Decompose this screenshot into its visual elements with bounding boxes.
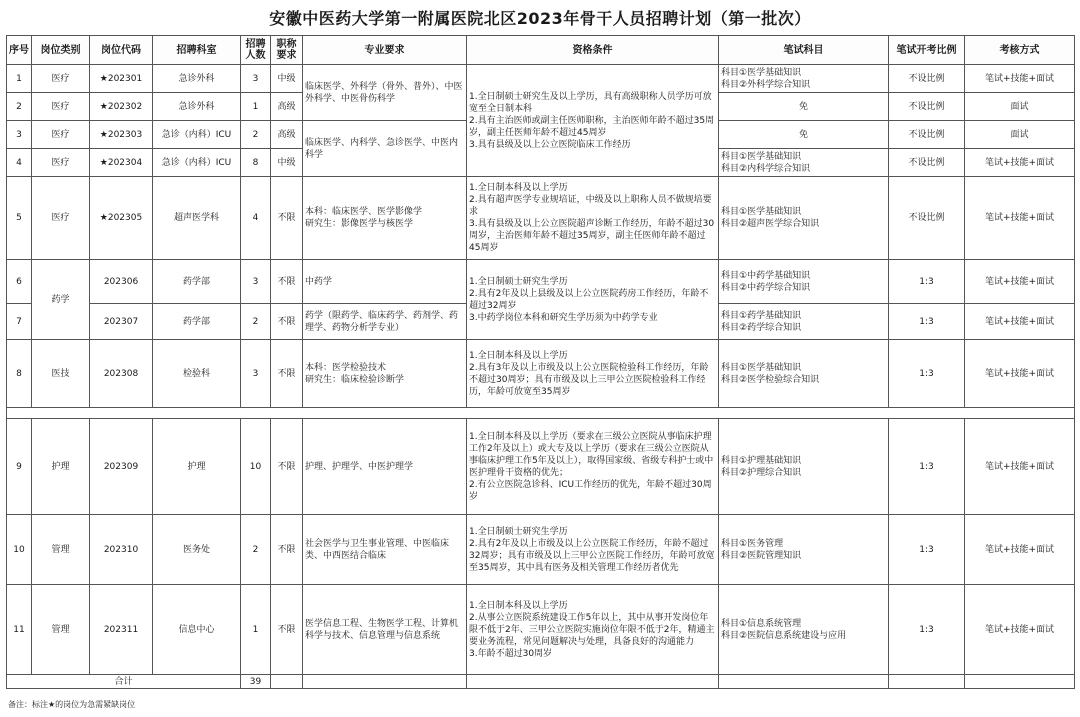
cell-title-req: 中级 — [271, 149, 303, 177]
cell-title-req: 不限 — [271, 515, 303, 585]
cell-title-req: 中级 — [271, 65, 303, 93]
table-row — [7, 419, 1075, 515]
cell-seq: 9 — [7, 419, 32, 515]
cell-major: 药学（限药学、临床药学、药剂学、药理学、药物分析学专业） — [303, 304, 467, 340]
header-category: 岗位类别 — [32, 36, 90, 65]
cell-category: 医疗 — [32, 121, 90, 149]
cell-ratio: 1:3 — [889, 585, 965, 675]
cell-exam: 科目①中药学基础知识 科目②中药学综合知识 — [719, 260, 889, 304]
cell-dept: 超声医学科 — [153, 177, 241, 260]
cell-qual: 1.全日制本科及以上学历（要求在三级公立医院从事临床护理工作2年及以上）或大专及以上学历（要求在三级公立医院从事临床护理工作5年及以上），取得国家级、省级专科护士或中医护理骨干资格的优先； 2.有公立医院急诊科、ICU工作经历的优先，年龄不超过30周岁 — [467, 419, 719, 515]
table-row — [7, 340, 1075, 408]
cell-major: 本科：临床医学、医学影像学 研究生：影像医学与核医学 — [303, 177, 467, 260]
cell-major: 社会医学与卫生事业管理、中医临床类、中西医结合临床 — [303, 515, 467, 585]
table-spacer-row — [7, 408, 1075, 419]
footnote: 备注：标注★的岗位为急需紧缺岗位 — [8, 700, 136, 709]
cell-exam: 科目①医学基础知识 科目②超声医学综合知识 — [719, 177, 889, 260]
cell-count: 2 — [241, 304, 271, 340]
cell-major: 中药学 — [303, 260, 467, 304]
cell-exam: 科目①医学基础知识 科目②外科学综合知识 — [719, 65, 889, 93]
cell-code: 202308 — [90, 340, 153, 408]
cell-qual: 1.全日制硕士研究生学历 2.具有2年及以上县级及以上公立医院药房工作经历，年龄不超过32周岁 3.中药学岗位本科和研究生学历须为中药学专业 — [467, 260, 719, 340]
cell-code: 202310 — [90, 515, 153, 585]
cell-assess: 笔试+技能+面试 — [965, 515, 1075, 585]
cell-category: 医疗 — [32, 93, 90, 121]
cell-assess: 笔试+技能+面试 — [965, 304, 1075, 340]
cell-count: 3 — [241, 65, 271, 93]
cell-dept: 急诊（内科）ICU — [153, 149, 241, 177]
cell-qual: 1.全日制硕士研究生学历 2.具有2年及以上市级及以上公立医院工作经历，年龄不超过32周岁；具有市级及以上三甲公立医院工作经历，年龄可放宽至35周岁，其中具有医务及相关管理工作经历者优先 — [467, 515, 719, 585]
cell-title-req: 高级 — [271, 121, 303, 149]
cell-major: 临床医学、外科学（骨外、普外）、中医外科学、中医骨伤科学 — [303, 65, 467, 121]
cell-seq: 11 — [7, 585, 32, 675]
cell-dept: 护理 — [153, 419, 241, 515]
cell-assess: 笔试+技能+面试 — [965, 419, 1075, 515]
cell-code: 202311 — [90, 585, 153, 675]
cell-exam: 科目①医务管理 科目②医院管理知识 — [719, 515, 889, 585]
header-count: 招聘人数 — [241, 36, 271, 65]
cell-dept: 药学部 — [153, 304, 241, 340]
cell-category: 医疗 — [32, 177, 90, 260]
cell-count: 2 — [241, 121, 271, 149]
cell-dept: 信息中心 — [153, 585, 241, 675]
table-row — [7, 515, 1075, 585]
header-seq: 序号 — [7, 36, 32, 65]
cell-major: 医学信息工程、生物医学工程、计算机科学与技术、信息管理与信息系统 — [303, 585, 467, 675]
table-header-row — [7, 36, 1075, 65]
cell-code: ★202303 — [90, 121, 153, 149]
cell-dept: 药学部 — [153, 260, 241, 304]
cell-seq: 3 — [7, 121, 32, 149]
recruitment-table — [6, 35, 1075, 689]
cell-qual: 1.全日制本科及以上学历 2.具有超声医学专业规培证，中级及以上职称人员不做规培要求 3.具有县级及以上公立医院超声诊断工作经历，年龄不超过30周岁，主治医师年龄不超过35周岁，副主任医师年龄不超过45周岁 — [467, 177, 719, 260]
cell-assess: 笔试+技能+面试 — [965, 149, 1075, 177]
cell-category: 管理 — [32, 585, 90, 675]
header-exam: 笔试科目 — [719, 36, 889, 65]
cell-seq: 6 — [7, 260, 32, 304]
cell-major: 临床医学、内科学、急诊医学、中医内科学 — [303, 121, 467, 177]
cell-count: 2 — [241, 515, 271, 585]
cell-assess: 笔试+技能+面试 — [965, 340, 1075, 408]
cell-title-req: 不限 — [271, 340, 303, 408]
cell-exam: 科目①医学基础知识 科目②医学检验综合知识 — [719, 340, 889, 408]
cell-ratio: 1:3 — [889, 304, 965, 340]
cell-dept: 急诊外科 — [153, 65, 241, 93]
cell-title-req: 不限 — [271, 177, 303, 260]
total-label: 合计 — [7, 675, 241, 689]
cell-code: ★202304 — [90, 149, 153, 177]
table-row — [7, 65, 1075, 93]
cell-seq: 1 — [7, 65, 32, 93]
total-empty-cell — [271, 675, 303, 689]
header-ratio: 笔试开考比例 — [889, 36, 965, 65]
cell-assess: 笔试+技能+面试 — [965, 177, 1075, 260]
cell-ratio: 不设比例 — [889, 149, 965, 177]
cell-dept: 医务处 — [153, 515, 241, 585]
header-qual: 资格条件 — [467, 36, 719, 65]
cell-code: 202309 — [90, 419, 153, 515]
cell-ratio: 不设比例 — [889, 121, 965, 149]
cell-category: 医疗 — [32, 65, 90, 93]
cell-exam: 科目①医学基础知识 科目②内科学综合知识 — [719, 149, 889, 177]
header-code: 岗位代码 — [90, 36, 153, 65]
total-empty-cell — [303, 675, 467, 689]
cell-count: 3 — [241, 260, 271, 304]
cell-exam: 免 — [719, 93, 889, 121]
cell-seq: 7 — [7, 304, 32, 340]
cell-major: 本科：医学检验技术 研究生：临床检验诊断学 — [303, 340, 467, 408]
header-major: 专业要求 — [303, 36, 467, 65]
cell-exam: 科目①药学基础知识 科目②药学综合知识 — [719, 304, 889, 340]
cell-ratio: 1:3 — [889, 419, 965, 515]
header-title-req: 职称要求 — [271, 36, 303, 65]
cell-seq: 8 — [7, 340, 32, 408]
header-dept: 招聘科室 — [153, 36, 241, 65]
cell-seq: 10 — [7, 515, 32, 585]
cell-code: 202306 — [90, 260, 153, 304]
cell-title-req: 不限 — [271, 304, 303, 340]
cell-code: 202307 — [90, 304, 153, 340]
header-assess: 考核方式 — [965, 36, 1075, 65]
table-row — [7, 585, 1075, 675]
table-total-row — [7, 675, 1075, 689]
cell-dept: 急诊（内科）ICU — [153, 121, 241, 149]
total-empty-cell — [719, 675, 889, 689]
cell-exam: 科目①护理基础知识 科目②护理综合知识 — [719, 419, 889, 515]
cell-category: 医疗 — [32, 149, 90, 177]
cell-ratio: 不设比例 — [889, 93, 965, 121]
cell-ratio: 不设比例 — [889, 177, 965, 260]
total-empty-cell — [889, 675, 965, 689]
cell-code: ★202301 — [90, 65, 153, 93]
cell-assess: 笔试+技能+面试 — [965, 65, 1075, 93]
cell-title-req: 不限 — [271, 419, 303, 515]
cell-dept: 急诊外科 — [153, 93, 241, 121]
cell-assess: 笔试+技能+面试 — [965, 585, 1075, 675]
cell-assess: 面试 — [965, 93, 1075, 121]
cell-count: 8 — [241, 149, 271, 177]
cell-ratio: 1:3 — [889, 515, 965, 585]
table-row — [7, 177, 1075, 260]
cell-category: 药学 — [32, 260, 90, 340]
cell-count: 1 — [241, 93, 271, 121]
cell-dept: 检验科 — [153, 340, 241, 408]
cell-exam: 免 — [719, 121, 889, 149]
cell-category: 医技 — [32, 340, 90, 408]
cell-count: 1 — [241, 585, 271, 675]
cell-assess: 笔试+技能+面试 — [965, 260, 1075, 304]
cell-title-req: 不限 — [271, 260, 303, 304]
spacer-cell — [7, 408, 1075, 419]
cell-seq: 5 — [7, 177, 32, 260]
cell-category: 护理 — [32, 419, 90, 515]
cell-ratio: 1:3 — [889, 260, 965, 304]
table-row — [7, 260, 1075, 304]
cell-code: ★202305 — [90, 177, 153, 260]
cell-ratio: 不设比例 — [889, 65, 965, 93]
cell-title-req: 不限 — [271, 585, 303, 675]
total-count: 39 — [241, 675, 271, 689]
total-empty-cell — [467, 675, 719, 689]
cell-qual: 1.全日制本科及以上学历 2.具有3年及以上市级及以上公立医院检验科工作经历，年龄不超过30周岁；具有市级及以上三甲公立医院检验科工作经历，年龄可放宽至35周岁 — [467, 340, 719, 408]
cell-assess: 面试 — [965, 121, 1075, 149]
cell-code: ★202302 — [90, 93, 153, 121]
cell-exam: 科目①信息系统管理 科目②医院信息系统建设与应用 — [719, 585, 889, 675]
total-empty-cell — [965, 675, 1075, 689]
cell-qual: 1.全日制本科及以上学历 2.从事公立医院系统建设工作5年以上，其中从事开发岗位年限不低于2年、三甲公立医院实施岗位年限不低于2年，精通主要业务流程，常见问题解决与处理，具备良好的沟通能力 3.年龄不超过30周岁 — [467, 585, 719, 675]
page-title: 安徽中医药大学第一附属医院北区2023年骨干人员招聘计划（第一批次） — [269, 9, 811, 28]
cell-seq: 4 — [7, 149, 32, 177]
cell-category: 管理 — [32, 515, 90, 585]
cell-title-req: 高级 — [271, 93, 303, 121]
cell-major: 护理、护理学、中医护理学 — [303, 419, 467, 515]
cell-count: 3 — [241, 340, 271, 408]
cell-seq: 2 — [7, 93, 32, 121]
cell-count: 10 — [241, 419, 271, 515]
cell-count: 4 — [241, 177, 271, 260]
cell-qual: 1.全日制硕士研究生及以上学历，具有高级职称人员学历可放宽至全日制本科 2.具有主治医师或副主任医师职称，主治医师年龄不超过35周岁，副主任医师年龄不超过45周岁 3.具有县级及以上公立医院临床工作经历 — [467, 65, 719, 177]
cell-ratio: 1:3 — [889, 340, 965, 408]
